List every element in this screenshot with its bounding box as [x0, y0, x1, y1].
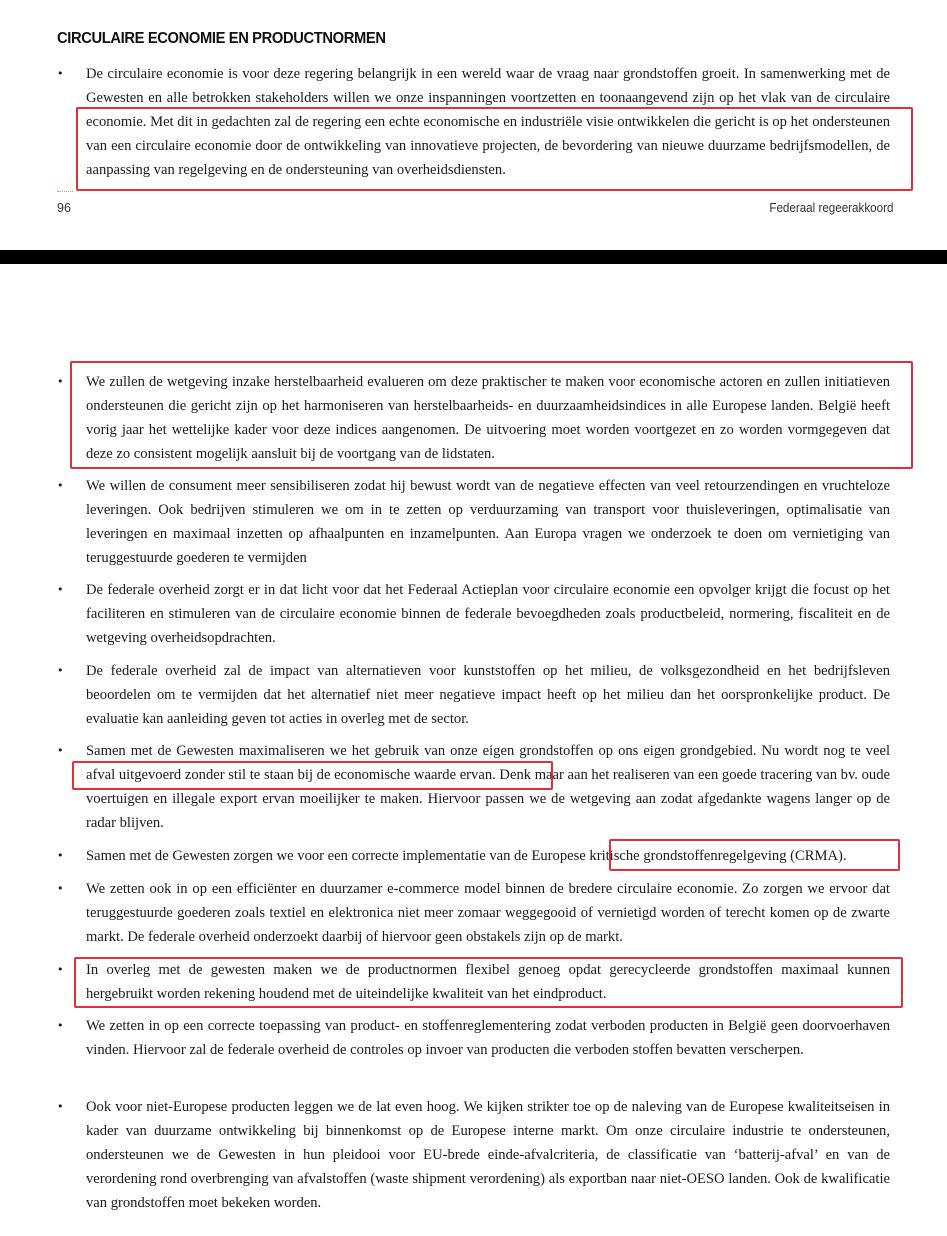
paragraph-crma: Samen met de Gewesten zorgen we voor een correcte implementatie van de Europese kritische grondstoffenregelgeving (CRMA). [86, 848, 847, 864]
bullet: • [57, 375, 64, 388]
paragraph-action-plan: De federale overheid zorgt er in dat licht voor dat het Federaal Actieplan voor circulaire economie een opvolger krijgt die focust op het faciliteren en stimuleren van de circulaire economie binnen de federale bevoegdheden zoals productbeleid, normering, fiscaliteit en de wetgeving overheidsopdrachten. [86, 582, 890, 646]
bullet: • [57, 67, 64, 80]
bullet: • [57, 583, 64, 596]
bullet: • [57, 664, 64, 677]
page-separator [0, 250, 947, 264]
paragraph-product-norms: In overleg met de gewesten maken we de productnormen flexibel genoeg opdat gerecycleerde grondstoffen maximaal kunnen hergebruikt worden rekening houdend met de uiteindelijke kwaliteit van het eindproduct. [86, 962, 890, 1002]
bullet: • [57, 882, 64, 895]
bullet: • [57, 1019, 64, 1032]
page-number: 96 [57, 201, 71, 215]
footer-divider [57, 191, 73, 192]
paragraph-repairability: We zullen de wetgeving inzake herstelbaarheid evalueren om deze praktischer te maken voor economische actoren en zullen initiatieven ondersteunen die gericht zijn op het harmoniseren van herstelbaarheids- en duurzaamheidsindices in alle Europese landen. België heeft vorig jaar het wettelijke kader voor deze indices aangenomen. De uitvoering moet worden voortgezet en zo worden vormgegeven dat deze zo consistent mogelijk aansluit bij de voortgang van de lidstaten. [86, 374, 890, 462]
bullet: • [57, 849, 64, 862]
bullet: • [57, 744, 64, 757]
bullet: • [57, 479, 64, 492]
paragraph-e-commerce: We zetten ook in op een efficiënter en duurzamer e-commerce model binnen de bredere circulaire economie. Zo zorgen we ervoor dat teruggestuurde goederen zoals textiel en elektronica niet meer zomaar weggegooid of vernietigd worden of terecht komen op de zwarte markt. De federale overheid onderzoekt daarbij of hiervoor geen obstakels zijn op de markt. [86, 881, 890, 945]
bullet: • [57, 1100, 64, 1113]
bullet: • [57, 963, 64, 976]
paragraph-plastics-alternatives: De federale overheid zal de impact van alternatieven voor kunststoffen op het milieu, de volksgezondheid en het bedrijfsleven beoordelen om te vermijden dat het alternatief niet meer negatieve impact heeft op het milieu dan het oorspronkelijke product. De evaluatie kan aanleiding geven tot acties in overleg met de sector. [86, 663, 890, 727]
paragraph-regulation-enforcement: We zetten in op een correcte toepassing van product- en stoffenreglementering zodat verboden producten in België geen doorvoerhaven vinden. Hiervoor zal de federale overheid de controles op invoer van producten die verboden stoffen bevatten verscherpen. [86, 1018, 890, 1058]
page-gap [0, 228, 947, 250]
paragraph-circular-economy: De circulaire economie is voor deze regering belangrijk in een wereld waar de vraag naar grondstoffen groeit. In samenwerking met de Gewesten en alle betrokken stakeholders willen we onze inspanningen voortzetten en toonaangevend zijn op het vlak van de circulaire economie. Met dit in gedachten zal de regering een echte economische en industriële visie ontwikkelen die gericht is op het ondersteunen van een circulaire economie door de ontwikkeling van innovatieve projecten, de bevordering van nieuwe duurzame bedrijfsmodellen, de aanpassing van regelgeving en de ondersteuning van overheidsdiensten. [86, 66, 890, 178]
paragraph-non-european-products: Ook voor niet-Europese producten leggen we de lat even hoog. We kijken strikter toe op de naleving van de Europese kwaliteitseisen in kader van duurzame ontwikkeling bij binnenkomst op de Europese interne markt. Om onze circulaire industrie te ondersteunen, ondersteunen we de Gewesten in hun pleidooi voor EU-brede einde-afvalcriteria, de classificatie van ‘batterij-afval’ en van de verordening rond overbrenging van afvalstoffen (waste shipment verordening) als exportban naar niet-OESO landen. Ook de kwalificatie van grondstoffen moet bekeken worden. [86, 1099, 890, 1211]
section-heading: CIRCULAIRE ECONOMIE EN PRODUCTNORMEN [57, 30, 386, 47]
paragraph-raw-materials: Samen met de Gewesten maximaliseren we het gebruik van onze eigen grondstoffen op ons eigen grondgebied. Nu wordt nog te veel afval uitgevoerd zonder stil te staan bij de economische waarde ervan. Denk maar aan het realiseren van een goede tracering van bv. oude voertuigen en illegale export ervan moeilijker te maken. Hiervoor passen we de wetgeving aan zodat afgedankte wagens langer op de radar blijven. [86, 743, 890, 831]
footer-title: Federaal regeerakkoord [768, 201, 893, 215]
paragraph-consumer-awareness: We willen de consument meer sensibiliseren zodat hij bewust wordt van de negatieve effecten van veel retourzendingen en vruchteloze leveringen. Ook bedrijven stimuleren we om in te zetten op verduurzaming van transport voor thuisleveringen, optimalisatie van leveringen en maximaal inzetten op afhaalpunten en inzamelpunten. Aan Europa vragen we onderzoek te doen om vernietiging van teruggestuurde goederen te vermijden [86, 478, 890, 566]
